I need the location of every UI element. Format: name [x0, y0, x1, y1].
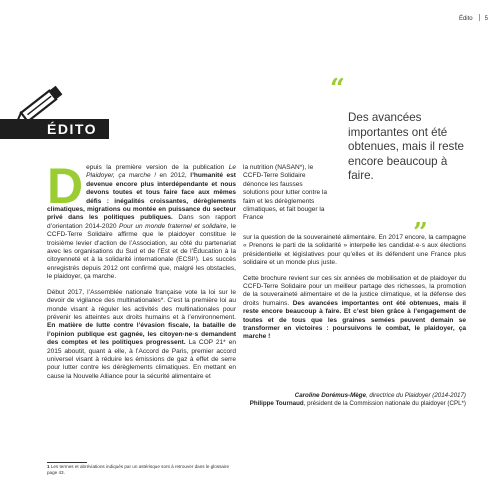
- closing-paragraph: [243, 275, 466, 342]
- footnote-divider: [47, 462, 87, 463]
- pull-quote: Des avancées importantes ont été obtenues, mais il reste encore beaucoup à faire.: [348, 111, 464, 183]
- signatory-role: , président de la Commission nationale du plaidoyer (CPL*): [303, 400, 466, 408]
- page-number: 5: [484, 16, 488, 22]
- body-column-right-top: [243, 164, 329, 223]
- body-column-left: [47, 158, 237, 388]
- footnote-number: 1: [47, 464, 50, 469]
- signature-line: [250, 392, 466, 400]
- signatures: [250, 392, 466, 408]
- intro-paragraph: [47, 158, 237, 282]
- emphasis-text: Des avancées importantes ont été obtenues, mais il reste encore beaucoup à faire. Et c’est bien grâce à l’engagement de toutes et de tous que les graines semées peuvent demain se transformer en victoires : poursuivons le combat, le plaidoyer, ça marche !: [243, 299, 466, 341]
- running-header: [459, 14, 488, 22]
- text-run: en 2012,: [156, 172, 191, 180]
- signatory-name: Philippe Tournaud: [249, 400, 304, 408]
- publication-title: Le Plaidoyer, ça marche !: [86, 164, 236, 180]
- text-run: la nutrition (NASAN*), le CCFD-Terre Solidaire dénonce les fausses solutions pour lutter contre la faim et les dérèglements climatiques, et fait bouger la France: [243, 164, 328, 222]
- body-paragraph: [47, 289, 236, 381]
- header-divider: [479, 14, 480, 21]
- emphasis-text: l’humanité est devenue encore plus interdépendante et nous devons toutes et tous faire face aux mêmes défis : inégalités croissantes, dérèglements climatiques, migrations ou montée en puissance du secteur privé dans les politiques publiques.: [47, 172, 236, 222]
- signatory-name: Caroline Dorémus-Mège: [294, 392, 366, 399]
- emphasis-text: En matière de lutte contre l’évasion fiscale, la bataille de l’opinion publique est gagnée, les citoyen·ne·s demandent des comptes et les politiques progressent.: [47, 322, 236, 347]
- text-run: , le CCFD-Terre Solidaire affirme que le plaidoyer constitue le troisième levier d’action de l’Association, au côté du partenariat avec les organisations du Sud et de l’Est et de l’Éducation à la citoyenneté et à la solidarité internationale (ECSI¹). Les succès enregistrés depuis 2012 ont confirmé que, malgré les obstacles, le plaidoyer, ça marche.: [47, 222, 237, 281]
- text-run: Cette brochure revient sur ces six années de mobilisation et de plaidoyer du CCFD-Terre Solidaire pour un meilleur partage des richesses, la promotion de la souveraineté alimentaire et de la justice climatique, et la défense des droits humains.: [243, 274, 466, 307]
- close-quote-mark: ”: [413, 218, 428, 248]
- edito-banner: ÉDITO: [0, 119, 109, 139]
- body-column-right: [243, 234, 466, 349]
- text-run: epuis la première version de la publication: [86, 164, 229, 171]
- footnote-text: Les termes et abréviations indiqués par un astérisque sont à retrouver dans le glossaire page 43.: [47, 464, 230, 475]
- open-quote-mark: “: [330, 74, 345, 104]
- text-run: Début 2017, l’Assemblée nationale française vote la loi sur le devoir de vigilance des multinationales*. C’est la première loi au monde visant à réguler les activités des multinationales pour prévenir les atteintes aux droits humains et à l’environnement.: [47, 288, 236, 321]
- signature-line: [250, 400, 466, 408]
- section-name: Édito: [458, 16, 473, 22]
- signatory-role: , directrice du Plaidoyer (2014-2017): [365, 392, 466, 399]
- text-run: sur la question de la souveraineté alimentaire. En 2017 encore, la campagne « Prenons le parti de la solidarité » interpelle les candidat·e·s aux élections présidentielle et législatives pour qu’elles et ils défendent une France plus solidaire et un monde plus juste.: [243, 234, 466, 267]
- text-run: La COP 21* en 2015 aboutit, quant à elle, à l’Accord de Paris, premier accord universel visant à réduire les émissions de gaz à effet de serre pour lutter contre les dérèglements climatiques. En mettant en cause la Nouvelle Alliance pour la sécurité alimentaire et: [47, 339, 236, 380]
- drop-cap: D: [47, 158, 84, 214]
- report-title: Pour un monde fraternel et solidaire: [119, 222, 227, 230]
- footnote: [47, 464, 237, 476]
- text-run: Dans son rapport d’orientation 2014-2020: [47, 214, 236, 230]
- body-paragraph: [243, 234, 466, 268]
